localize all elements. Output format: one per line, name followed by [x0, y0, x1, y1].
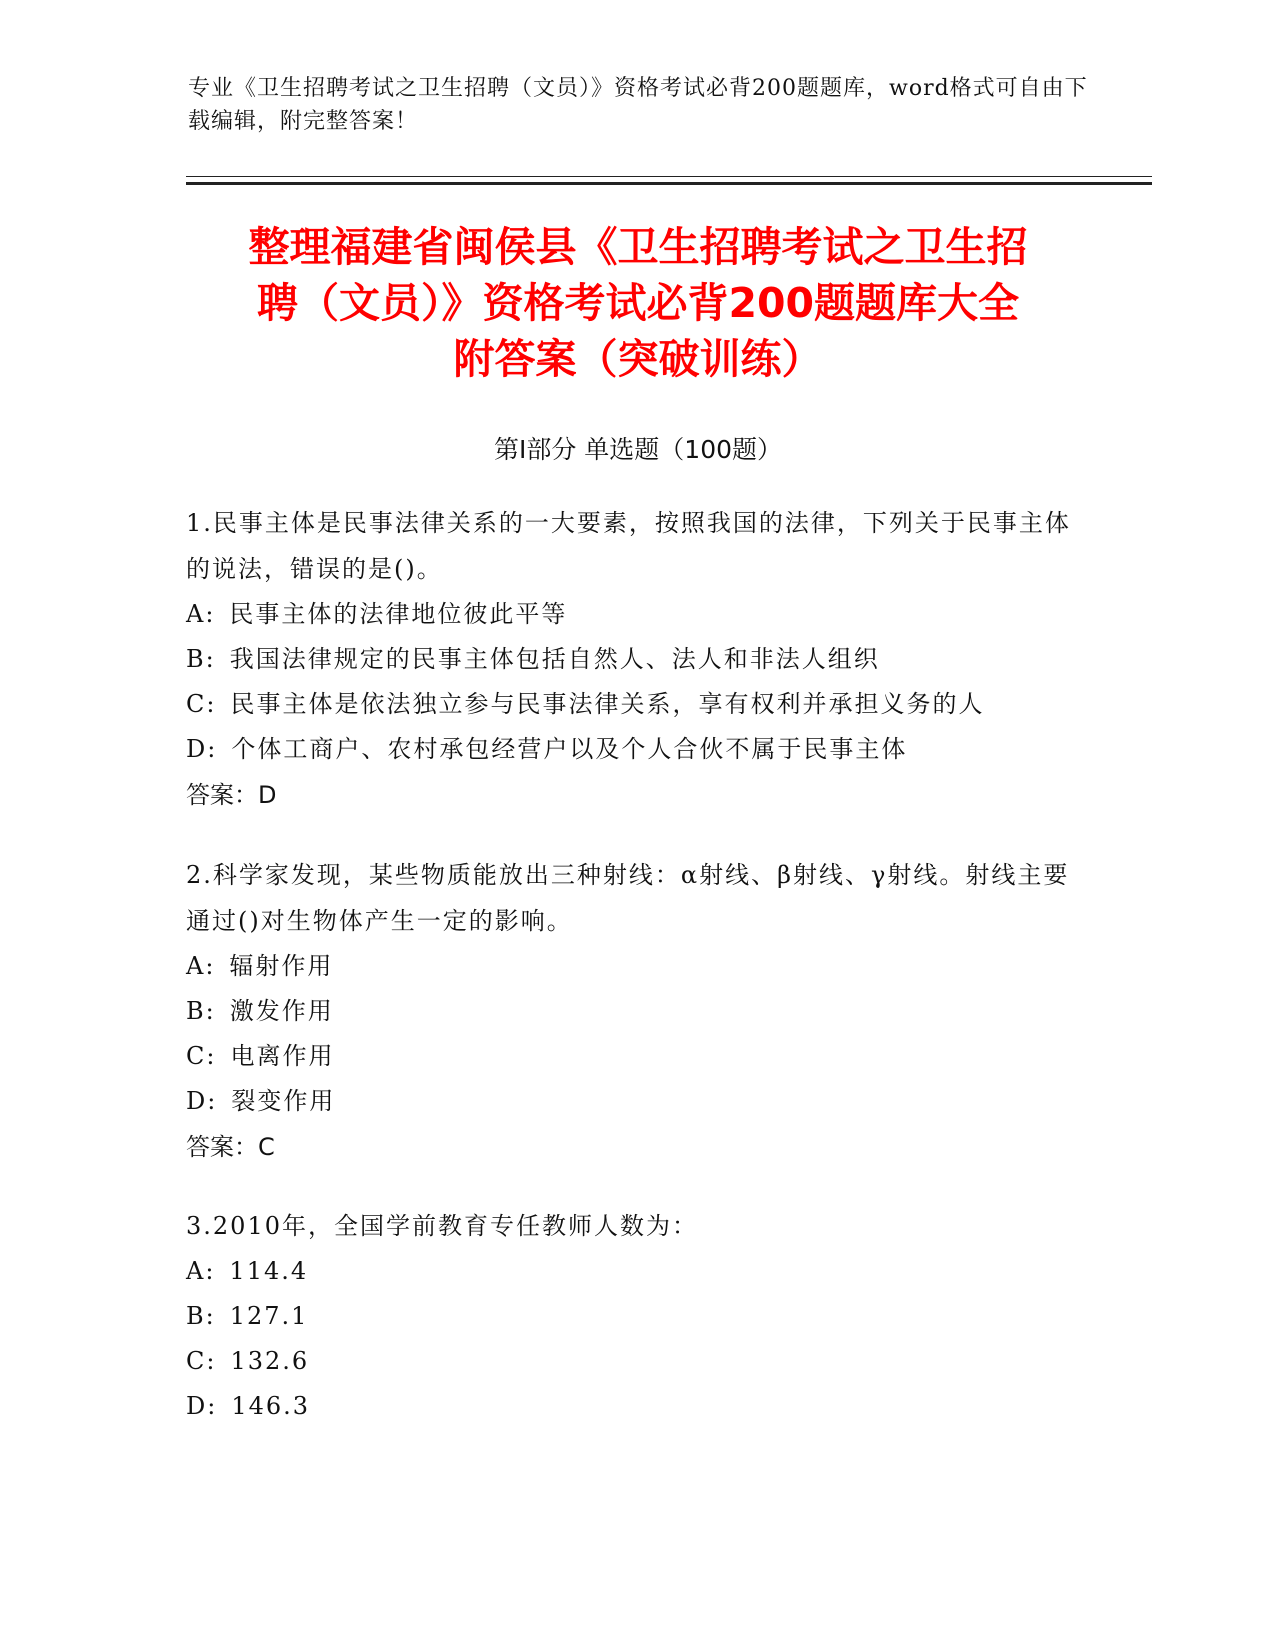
option-key: B: [186, 997, 216, 1025]
option-key: A: [186, 600, 216, 628]
question-stem: 1.民事主体是民事法律关系的一大要素，按照我国的法律，下列关于民事主体的说法，错误的是()。 [186, 509, 1071, 583]
question-3 [186, 1203, 1086, 1429]
option-key: C: [186, 1347, 217, 1375]
document-title [188, 219, 1088, 387]
question-1 [186, 500, 1086, 818]
option-text: 激发作用 [229, 997, 334, 1025]
option-text: 127.1 [229, 1302, 309, 1330]
option-text: 民事主体的法律地位彼此平等 [229, 600, 568, 628]
header-note: 专业《卫生招聘考试之卫生招聘（文员）》资格考试必背200题题库，word格式可自由下载编辑，附完整答案！ [188, 76, 1088, 134]
option-c [186, 1339, 1086, 1384]
option-text: 裂变作用 [231, 1087, 336, 1115]
option-key: C: [186, 1042, 217, 1070]
title-line-3: 附答案（突破训练） [453, 335, 823, 383]
question-stem: 3.2010年，全国学前教育专任教师人数为： [186, 1212, 698, 1240]
title-line-2: 聘（文员）》资格考试必背200题题库大全 [256, 279, 1020, 327]
option-a [186, 1249, 1086, 1294]
answer: 答案：C [186, 1133, 275, 1161]
option-c [186, 682, 1086, 727]
option-b [186, 1294, 1086, 1339]
option-b [186, 637, 1086, 682]
option-a [186, 944, 1086, 989]
option-text: 132.6 [230, 1347, 310, 1375]
option-text: 民事主体是依法独立参与民事法律关系，享有权利并承担义务的人 [230, 690, 985, 718]
title-line-1: 整理福建省闽侯县《卫生招聘考试之卫生招 [248, 223, 1028, 271]
option-key: A: [186, 952, 216, 980]
option-b [186, 989, 1086, 1034]
option-text: 146.3 [231, 1392, 311, 1420]
option-text: 我国法律规定的民事主体包括自然人、法人和非法人组织 [229, 645, 880, 673]
section-title: 第I部分 单选题（100题） [493, 435, 783, 464]
option-d [186, 1079, 1086, 1124]
option-c [186, 1034, 1086, 1079]
option-text: 114.4 [229, 1257, 309, 1285]
option-key: A: [186, 1257, 216, 1285]
option-key: B: [186, 1302, 216, 1330]
option-text: 辐射作用 [229, 952, 334, 980]
option-key: B: [186, 645, 216, 673]
option-key: D: [186, 1087, 218, 1115]
option-a [186, 592, 1086, 637]
option-text: 个体工商户、农村承包经营户以及个人合伙不属于民事主体 [231, 735, 908, 763]
option-d [186, 1384, 1086, 1429]
question-2 [186, 852, 1086, 1170]
option-key: D: [186, 735, 218, 763]
header-divider-thick [186, 182, 1152, 185]
option-key: D: [186, 1392, 218, 1420]
header-divider-thin [186, 176, 1152, 177]
answer: 答案：D [186, 781, 277, 809]
option-d [186, 727, 1086, 772]
option-text: 电离作用 [230, 1042, 335, 1070]
question-stem: 2.科学家发现，某些物质能放出三种射线：α射线、β射线、γ射线。射线主要通过()对生物体产生一定的影响。 [186, 861, 1070, 935]
option-key: C: [186, 690, 217, 718]
